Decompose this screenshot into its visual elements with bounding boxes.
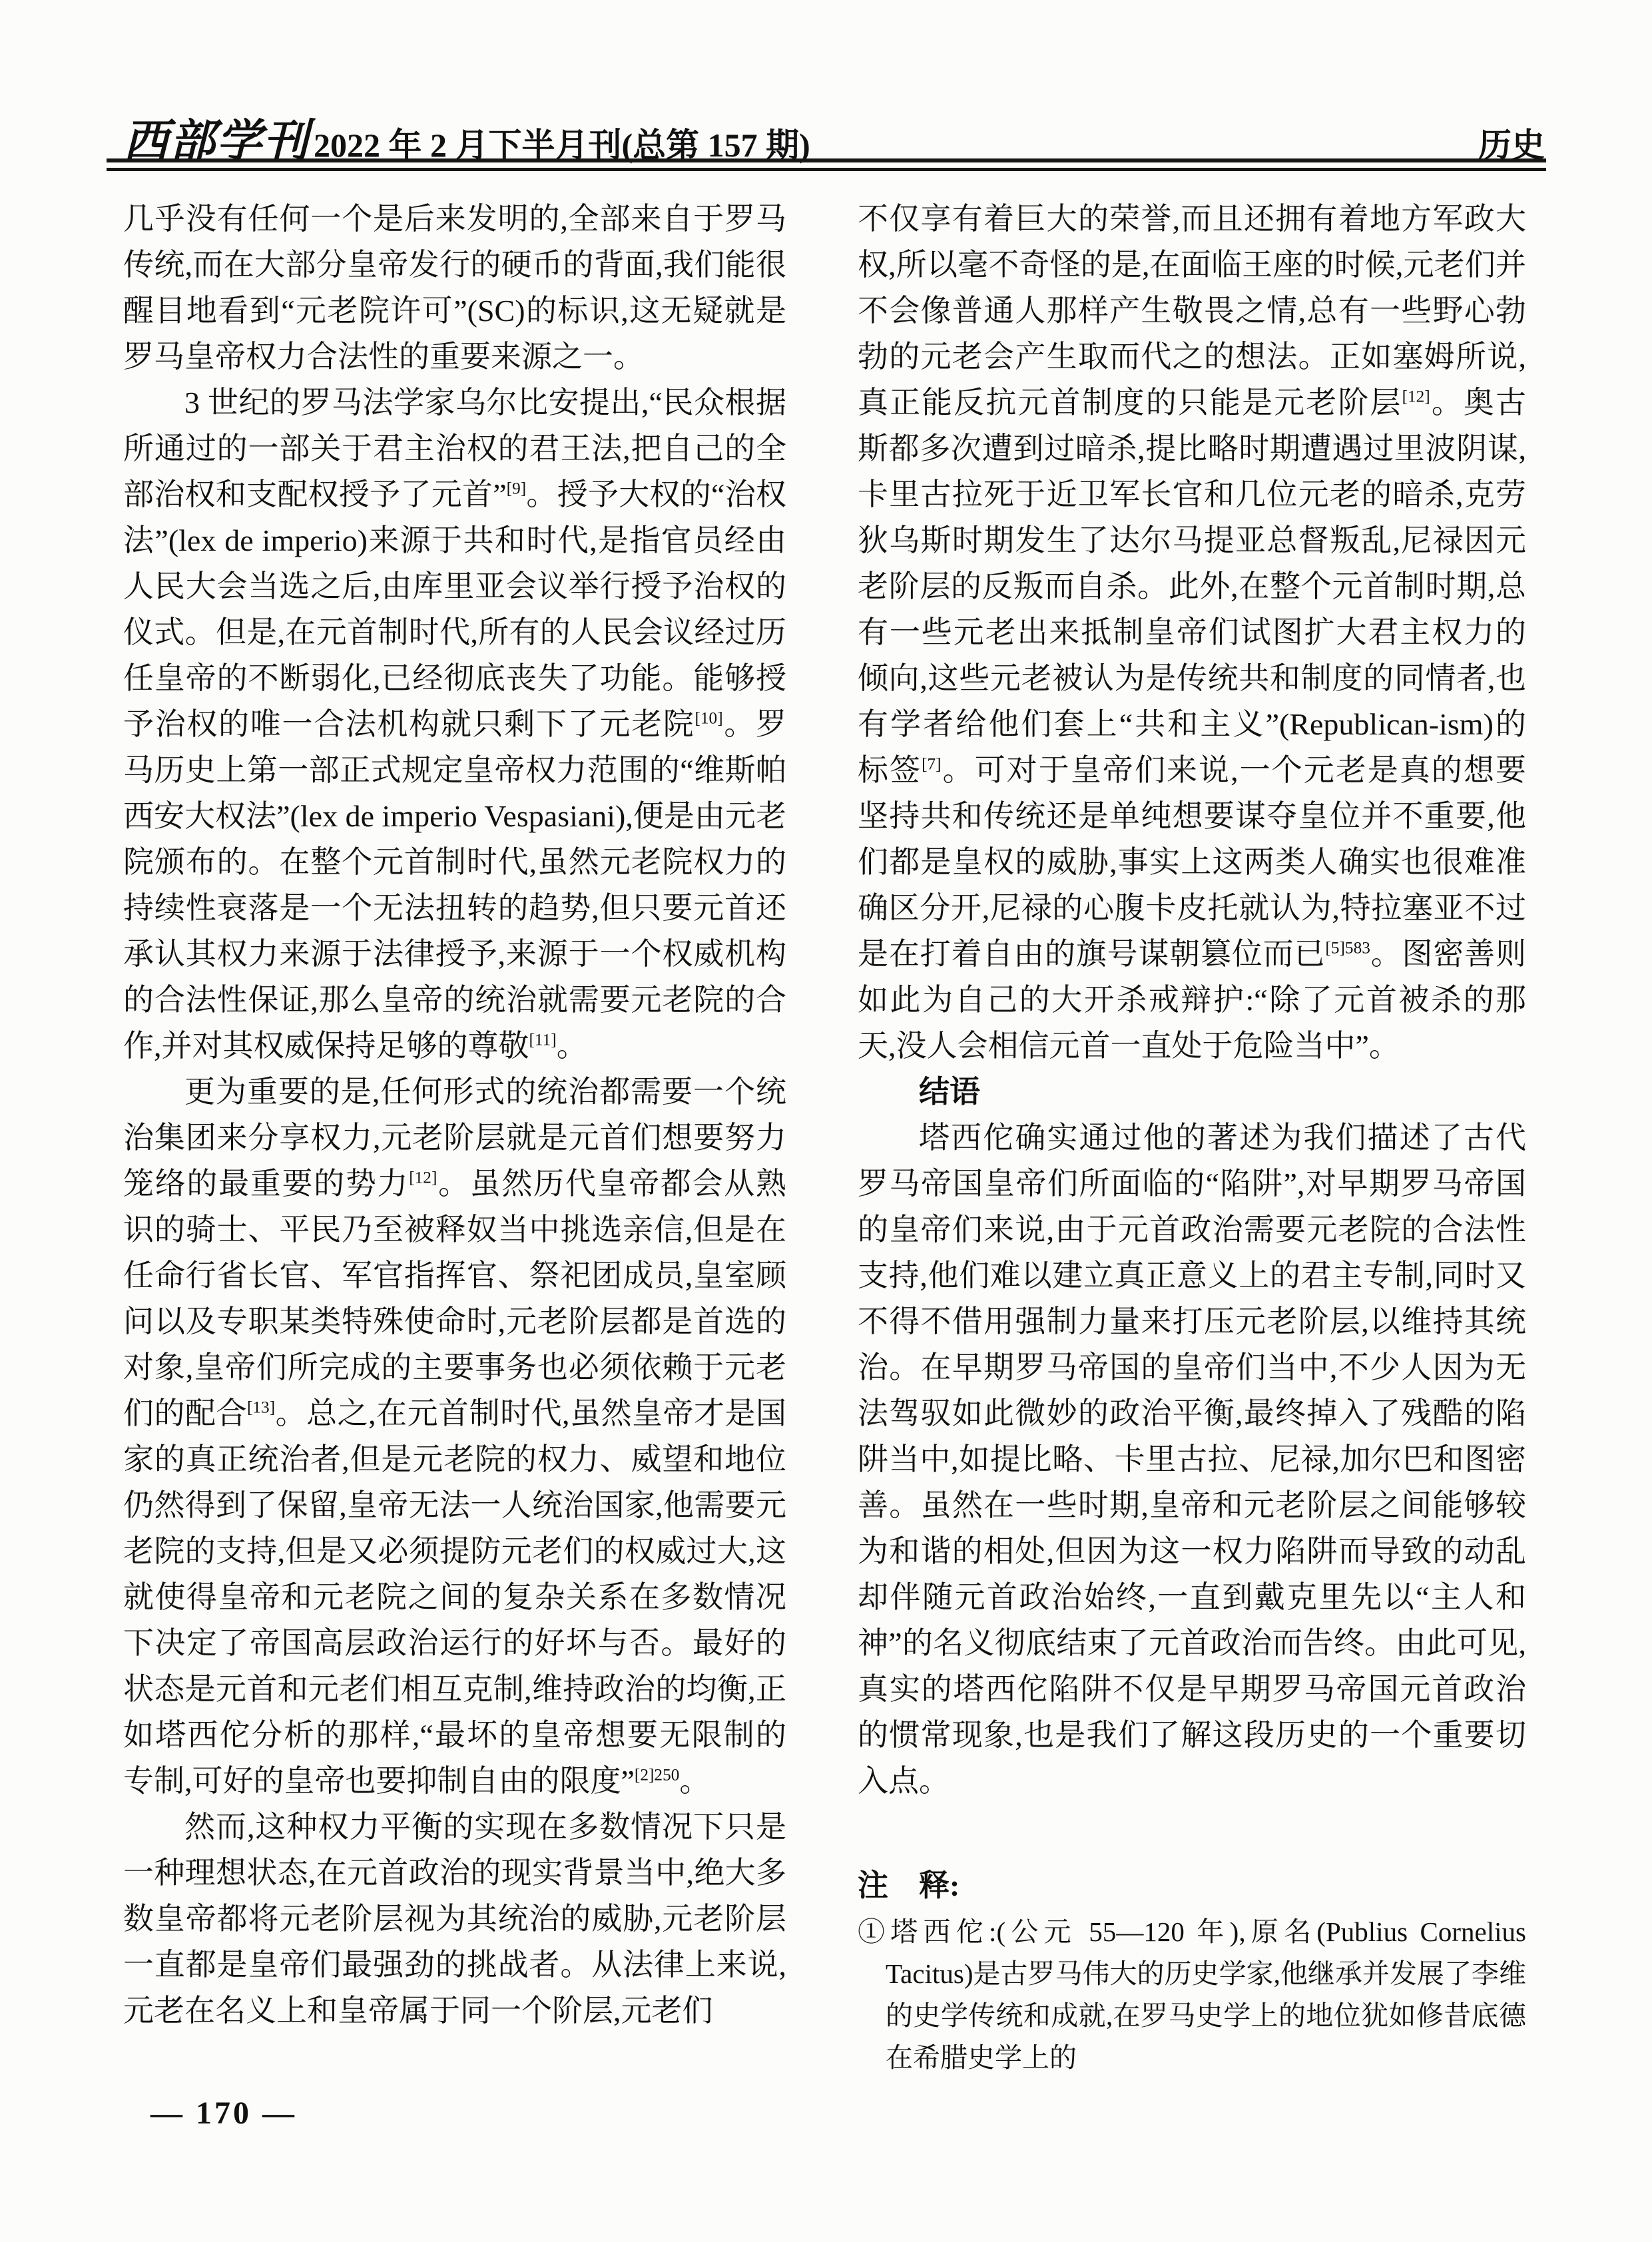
section-label: 历史 bbox=[1478, 127, 1545, 164]
citation-ref: [9] bbox=[506, 479, 527, 498]
header-divider bbox=[107, 158, 1546, 171]
right-column bbox=[858, 196, 1526, 2079]
citation-ref: [12] bbox=[1402, 387, 1430, 406]
paragraph: 不仅享有着巨大的荣誉,而且还拥有着地方军政大权,所以毫不奇怪的是,在面临王座的时候,元老们并不会像普通人那样产生敬畏之情,总有一些野心勃勃的元老会产生取而代之的想法。正如塞姆所说,真正能反抗元首制度的只能是元老阶层[12]。奥古斯都多次遭到过暗杀,提比略时期遭遇过里波阴谋,卡里古拉死于近卫军长官和几位元老的暗杀,克劳狄乌斯时期发生了达尔马提亚总督叛乱,尼禄因元老阶层的反叛而自杀。此外,在整个元首制时期,总有一些元老出来抵制皇帝们试图扩大君主权力的倾向,这些元老被认为是传统共和制度的同情者,也有学者给他们套上“共和主义”(Republican-ism)的标签[7]。可对于皇帝们来说,一个元老是真的想要坚持共和传统还是单纯想要谋夺皇位并不重要,他们都是皇权的威胁,事实上这两类人确实也很难准确区分开,尼禄的心腹卡皮托就认为,特拉塞亚不过是在打着自由的旗号谋朝篡位而已$^{[5]583}$。图密善则如此为自己的大开杀戒辩护:“除了元首被杀的那天,没人会相信元首一直处于危险当中”。 bbox=[858, 202, 1527, 1063]
paragraph: 塔西佗确实通过他的著述为我们描述了古代罗马帝国皇帝们所面临的“陷阱”,对早期罗马帝国的皇帝们来说,由于元首政治需要元老院的合法性支持,他们难以建立真正意义上的君主专制,同时又不得不借用强制力量来打压元老阶层,以维持其统治。在早期罗马帝国的皇帝们当中,不少人因为无法驾驭如此微妙的政治平衡,最终掉入了残酷的陷阱当中,如提比略、卡里古拉、尼禄,加尔巴和图密善。虽然在一些时期,皇帝和元老阶层之间能够较为和谐的相处,但因为这一权力陷阱而导致的动乱却伴随元首政治始终,一直到戴克里先以“主人和神”的名义彻底结束了元首政治而告终。由此可见,真实的塔西佗陷阱不仅是早期罗马帝国元首政治的惯常现象,也是我们了解这段历史的一个重要切入点。 bbox=[858, 1121, 1526, 1798]
note-item: ①塔西佗:(公元 55—120 年),原名(Publius Cornelius Tacitus)是古罗马伟大的历史学家,他继承并发展了李维的史学传统和成就,在罗马史学上的地位犹如修昔底德在希腊史学上的 bbox=[858, 1916, 1526, 2073]
page-number: — 170 — bbox=[150, 2096, 297, 2131]
citation-ref: [5]583 bbox=[1325, 938, 1370, 958]
citation-ref: [10] bbox=[694, 708, 723, 728]
paragraph: 更为重要的是,任何形式的统治都需要一个统治集团来分享权力,元老阶层就是元首们想要努力笼络的最重要的势力[12]。虽然历代皇帝都会从熟识的骑士、平民乃至被释奴当中挑选亲信,但是在任命行省长官、军官指挥官、祭祀团成员,皇室顾问以及专职某类特殊使命时,元老阶层都是首选的对象,皇帝们所完成的主要事务也必须依赖于元老们的配合[13]。总之,在元首制时代,虽然皇帝才是国家的真正统治者,但是元老院的权力、威望和地位仍然得到了保留,皇帝无法一人统治国家,他需要元老院的支持,但是又必须提防元老们的权威过大,这就使得皇帝和元老院之间的复杂关系在多数情况下决定了帝国高层政治运行的好坏与否。最好的状态是元首和元老们相互克制,维持政治的均衡,正如塔西佗分析的那样,“最坏的皇帝想要无限制的专制,可好的皇帝也要抑制自由的限度”$^{[2]250}$。 bbox=[123, 1075, 787, 1798]
paragraph: 几乎没有任何一个是后来发明的,全部来自于罗马传统,而在大部分皇帝发行的硬币的背面,我们能很醒目地看到“元老院许可”(SC)的标识,这无疑就是罗马皇帝权力合法性的重要来源之一。 bbox=[123, 202, 786, 374]
citation-ref: [12] bbox=[409, 1168, 437, 1187]
notes-heading: 注 释: bbox=[858, 1868, 960, 1902]
journal-logo: 西部学刊 bbox=[123, 116, 310, 166]
citation-ref: [11] bbox=[529, 1030, 557, 1049]
citation-ref: [13] bbox=[246, 1398, 276, 1417]
citation-ref: [2]250 bbox=[634, 1765, 680, 1785]
conclusion-heading: 结语 bbox=[919, 1075, 980, 1109]
paragraph: 3 世纪的罗马法学家乌尔比安提出,“民众根据所通过的一部关于君主治权的君王法,把自己的全部治权和支配权授予了元首”[9]。授予大权的“治权法”(lex de imperio)来源于共和时代,是指官员经由人民大会当选之后,由库里亚会议举行授予治权的仪式。但是,在元首制时代,所有的人民会议经过历任皇帝的不断弱化,已经彻底丧失了功能。能够授予治权的唯一合法机构就只剩下了元老院[10]。罗马历史上第一部正式规定皇帝权力范围的“维斯帕西安大权法”(lex de imperio Vespasiani),便是由元老院颁布的。在整个元首制时代,虽然元老院权力的持续性衰落是一个无法扭转的趋势,但只要元首还承认其权力来源于法律授予,来源于一个权威机构的合法性保证,那么皇帝的统治就需要元老院的合作,并对其权威保持足够的尊敬[11]。 bbox=[123, 386, 787, 1063]
citation-ref: [7] bbox=[922, 754, 942, 774]
issue-info: 2022 年 2 月下半月刊(总第 157 期) bbox=[314, 127, 810, 164]
left-column bbox=[123, 196, 786, 2034]
paragraph: 然而,这种权力平衡的实现在多数情况下只是一种理想状态,在元首政治的现实背景当中,绝大多数皇帝都将元老阶层视为其统治的威胁,元老阶层一直都是皇帝们最强劲的挑战者。从法律上来说,元老在名义上和皇帝属于同一个阶层,元老们 bbox=[123, 1810, 786, 2028]
